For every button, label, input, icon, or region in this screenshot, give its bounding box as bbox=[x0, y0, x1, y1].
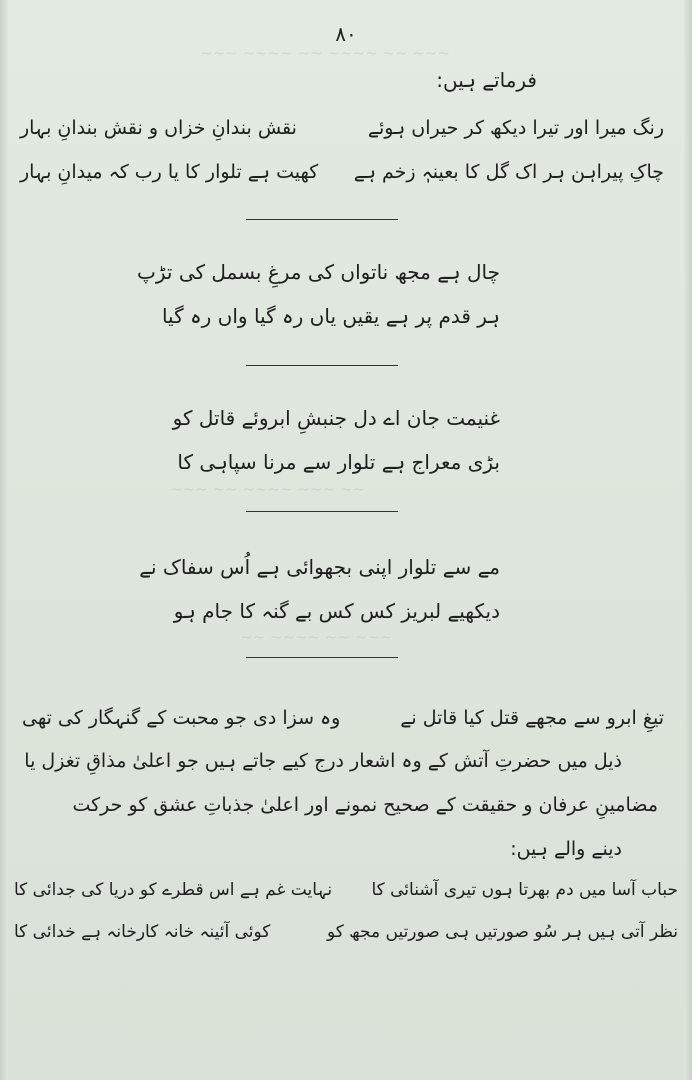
verse-line: وہ سزا دی جو محبت کے گنہگار کی تھی bbox=[22, 707, 341, 729]
section-divider bbox=[246, 365, 398, 366]
prose-line: مضامینِ عرفان و حقیقت کے صحیح نمونے اور اعلیٰ جذباتِ عشق کو حرکت bbox=[72, 794, 658, 816]
section-divider bbox=[246, 219, 398, 220]
verse-line: مے سے تلوار اپنی بجھوائی ہے اُس سفاک نے bbox=[139, 555, 500, 579]
verse-line: نظر آتی ہیں ہر سُو صورتیں ہی صورتیں مجھ کو bbox=[327, 922, 678, 942]
verse-line: تیغِ ابرو سے مجھے قتل کیا قاتل نے bbox=[400, 707, 664, 729]
page-edge-right bbox=[684, 0, 692, 1080]
intro-line: فرماتے ہیں: bbox=[436, 68, 537, 92]
verse-line: چاکِ پیراہن ہر اک گل کا بعینہٖ زخم ہے bbox=[353, 161, 664, 183]
section-divider bbox=[246, 657, 398, 658]
bleed-through-text: ~~ ~~~ ~~~~ ~~ ~~~ bbox=[170, 480, 366, 498]
verse-line: کھیت ہے تلوار کا یا رب کہ میدانِ بہار bbox=[20, 161, 319, 183]
verse-line: کوئی آئینہ خانہ کارخانہ ہے خدائی کا bbox=[14, 922, 271, 942]
section-divider bbox=[246, 511, 398, 512]
verse-line: غنیمت جان اے دل جنبشِ ابروئے قاتل کو bbox=[172, 406, 500, 430]
prose-line: دینے والے ہیں: bbox=[510, 838, 622, 860]
bleed-through-text: ~~~ ~~ ~~~~ ~~ ~~~~ ~~~ bbox=[200, 44, 451, 62]
prose-line: ذیل میں حضرتِ آتش کے وہ اشعار درج کیے جاتے ہیں جو اعلیٰ مذاقِ تغزل یا bbox=[24, 750, 622, 772]
bleed-through-text: ~~~ ~~ ~~~~ ~~ bbox=[240, 628, 393, 646]
verse-line: نقش بندانِ خزاں و نقش بندانِ بہار bbox=[20, 117, 297, 139]
verse-line: چال ہے مجھ ناتواں کی مرغِ بسمل کی تڑپ bbox=[137, 260, 500, 284]
verse-line: رنگ میرا اور تیرا دیکھ کر حیراں ہوئے bbox=[367, 117, 664, 139]
page-number: ۸۰ bbox=[335, 22, 357, 46]
page-edge-left bbox=[0, 0, 8, 1080]
verse-line: حباب آسا میں دم بھرتا ہوں تیری آشنائی کا bbox=[371, 880, 678, 900]
verse-line: ہر قدم پر ہے یقیں یاں رہ گیا واں رہ گیا bbox=[161, 304, 500, 328]
verse-line: نہایت غم ہے اس قطرے کو دریا کی جدائی کا bbox=[14, 880, 333, 900]
verse-line: دیکھیے لبریز کس کس بے گنہ کا جام ہو bbox=[173, 599, 500, 623]
verse-line: بڑی معراج ہے تلوار سے مرنا سپاہی کا bbox=[177, 450, 500, 474]
